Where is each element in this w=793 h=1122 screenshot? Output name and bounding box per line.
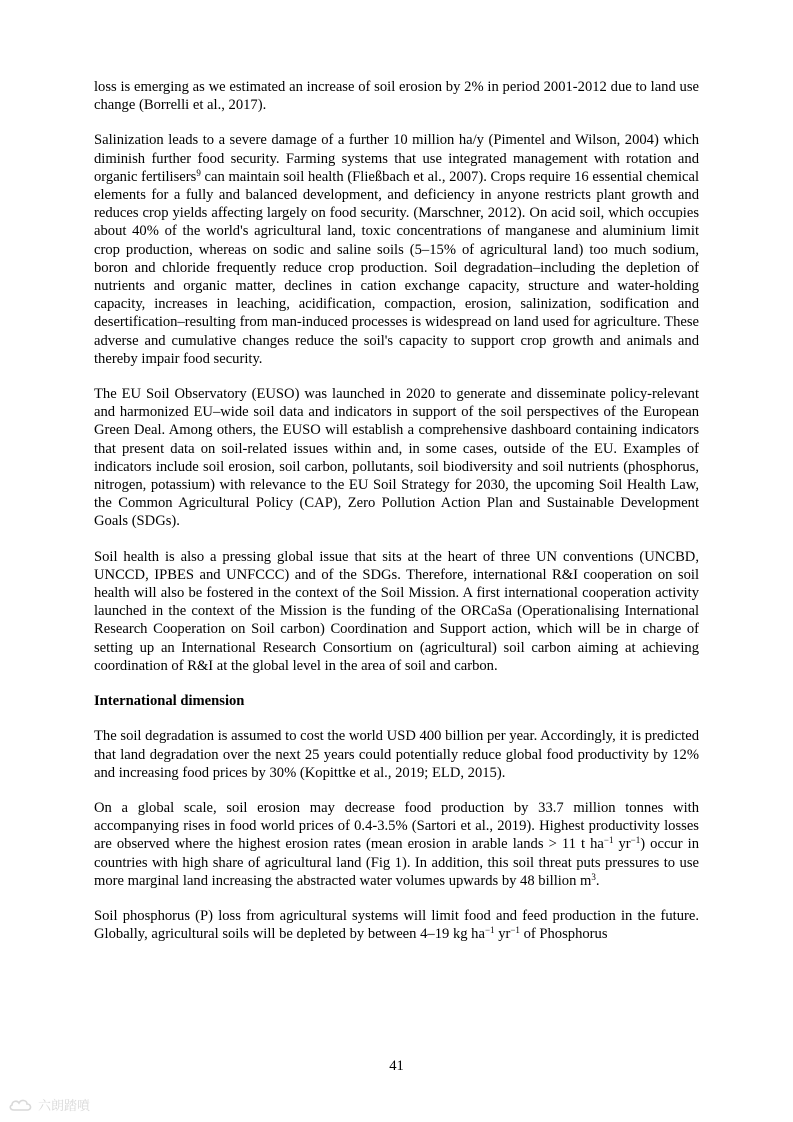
paragraph-phosphorus-loss [94, 907, 699, 943]
paragraph-salinization [94, 131, 699, 368]
paragraph-text: yr [494, 926, 511, 943]
exponent: 3 [591, 871, 596, 882]
exponent: −1 [484, 925, 495, 936]
paragraph-text: On a global scale, soil erosion may decrease food production by 33.7 million tonnes with accompanying rises in food world prices of 0.4-3.5% (Sartori et al., 2019). Highest productivity losses are observed where the highest erosion rates (mean erosion in arable lands > 11 t ha [94, 799, 699, 853]
watermark-text: 六朗踏噴 [38, 1099, 91, 1114]
paragraph-soil-erosion-loss: loss is emerging as we estimated an increase of soil erosion by 2% in period 2001-2012 due to land use change (Borrelli et al., 2017). [94, 79, 699, 114]
exponent: −1 [603, 835, 614, 846]
paragraph-text: Salinization leads to a severe damage of a further 10 million ha/y (Pimentel and Wilson, 2004) which diminish further food security. Farming systems that use integrated management with rotation and organic fertilisers [94, 132, 699, 185]
paragraph-text: ) occur in countries with high share of agricultural land (Fig 1). In addition, this soil threat puts pressures to use more marginal land increasing the abstracted water volumes upwards by 48 billion m [94, 836, 699, 889]
paragraph-euso: The EU Soil Observatory (EUSO) was launched in 2020 to generate and disseminate policy-relevant and harmonized EU–wide soil data and indicators in support of the soil perspectives of the European Green Deal. Among others, the EUSO will establish a comprehensive dashboard containing indicators that present data on soil-related issues within and, in some cases, outside of the EU. Examples of indicators include soil erosion, soil carbon, pollutants, soil biodiversity and soil nutrients (phosphorus, nitrogen, potassium) with relevance to the EU Soil Strategy for 2030, the upcoming Soil Health Law, the Common Agricultural Policy (CAP), Zero Pollution Action Plan and Sustainable Development Goals (SDGs). [94, 386, 699, 530]
footnote-reference[interactable]: 9 [196, 167, 201, 178]
page-body [94, 78, 699, 960]
paragraph-text: of Phosphorus [519, 926, 608, 943]
cloud-logo-icon [8, 1097, 34, 1113]
page-number: 41 [389, 1058, 404, 1074]
paragraph-soil-health-global: Soil health is also a pressing global issue that sits at the heart of three UN conventions (UNCBD, UNCCD, IPBES and UNFCCC) and of the SDGs. Therefore, international R&I cooperation on soil health will also be fostered in the context of the Soil Mission. A first international cooperation activity launched in the context of the Mission is the funding of the ORCaSa (Operationalising International Research Cooperation on Soil carbon) Coordination and Support action, which will be in charge of setting up an International Research Consortium on (agricultural) soil carbon aiming at achieving coordination of R&I at the global level in the area of soil and carbon. [94, 548, 699, 674]
paragraph-text: can maintain soil health (Fließbach et al., 2007). Crops require 16 essential chemical elements for a fully and balanced development, and deficiency in anyone restricts plant growth and reduces crop yields affecting largely on food security. (Marschner, 2012). On acid soil, which occupies about 40% of the world's agricultural land, toxic concentrations of manganese and aluminium limit crop production, whereas on sodic and saline soils (5–15% of agricultural land) too much sodium, boron and chloride frequently reduce crop production. Soil degradation–including the depletion of nutrients and organic matter, declines in cation exchange capacity, structure and water-holding capacity, increases in leaching, acidification, compaction, erosion, salinization, sodification and desertification–resulting from man-induced processes is widespread on land used for agriculture. These adverse and cumulative changes reduce the soil's capacity to support crop growth and animals and thereby impair food security. [94, 168, 700, 367]
paragraph-degradation-cost: The soil degradation is assumed to cost the world USD 400 billion per year. Accordingly, it is predicted that land degradation over the next 25 years could potentially reduce global food productivity by 12% and increasing food prices by 30% (Kopittke et al., 2019; ELD, 2015). [94, 728, 699, 781]
section-heading-international-dimension: International dimension [94, 693, 245, 710]
exponent: −1 [630, 835, 641, 846]
paragraph-text: Soil phosphorus (P) loss from agricultural systems will limit food and feed production in the future. Globally, agricultural soils will be depleted by between 4–19 kg ha [94, 907, 699, 943]
paragraph-text: . [595, 872, 600, 889]
exponent: −1 [510, 925, 520, 936]
watermark [8, 1095, 90, 1114]
paragraph-global-erosion [94, 799, 699, 890]
paragraph-text: yr [613, 836, 631, 853]
